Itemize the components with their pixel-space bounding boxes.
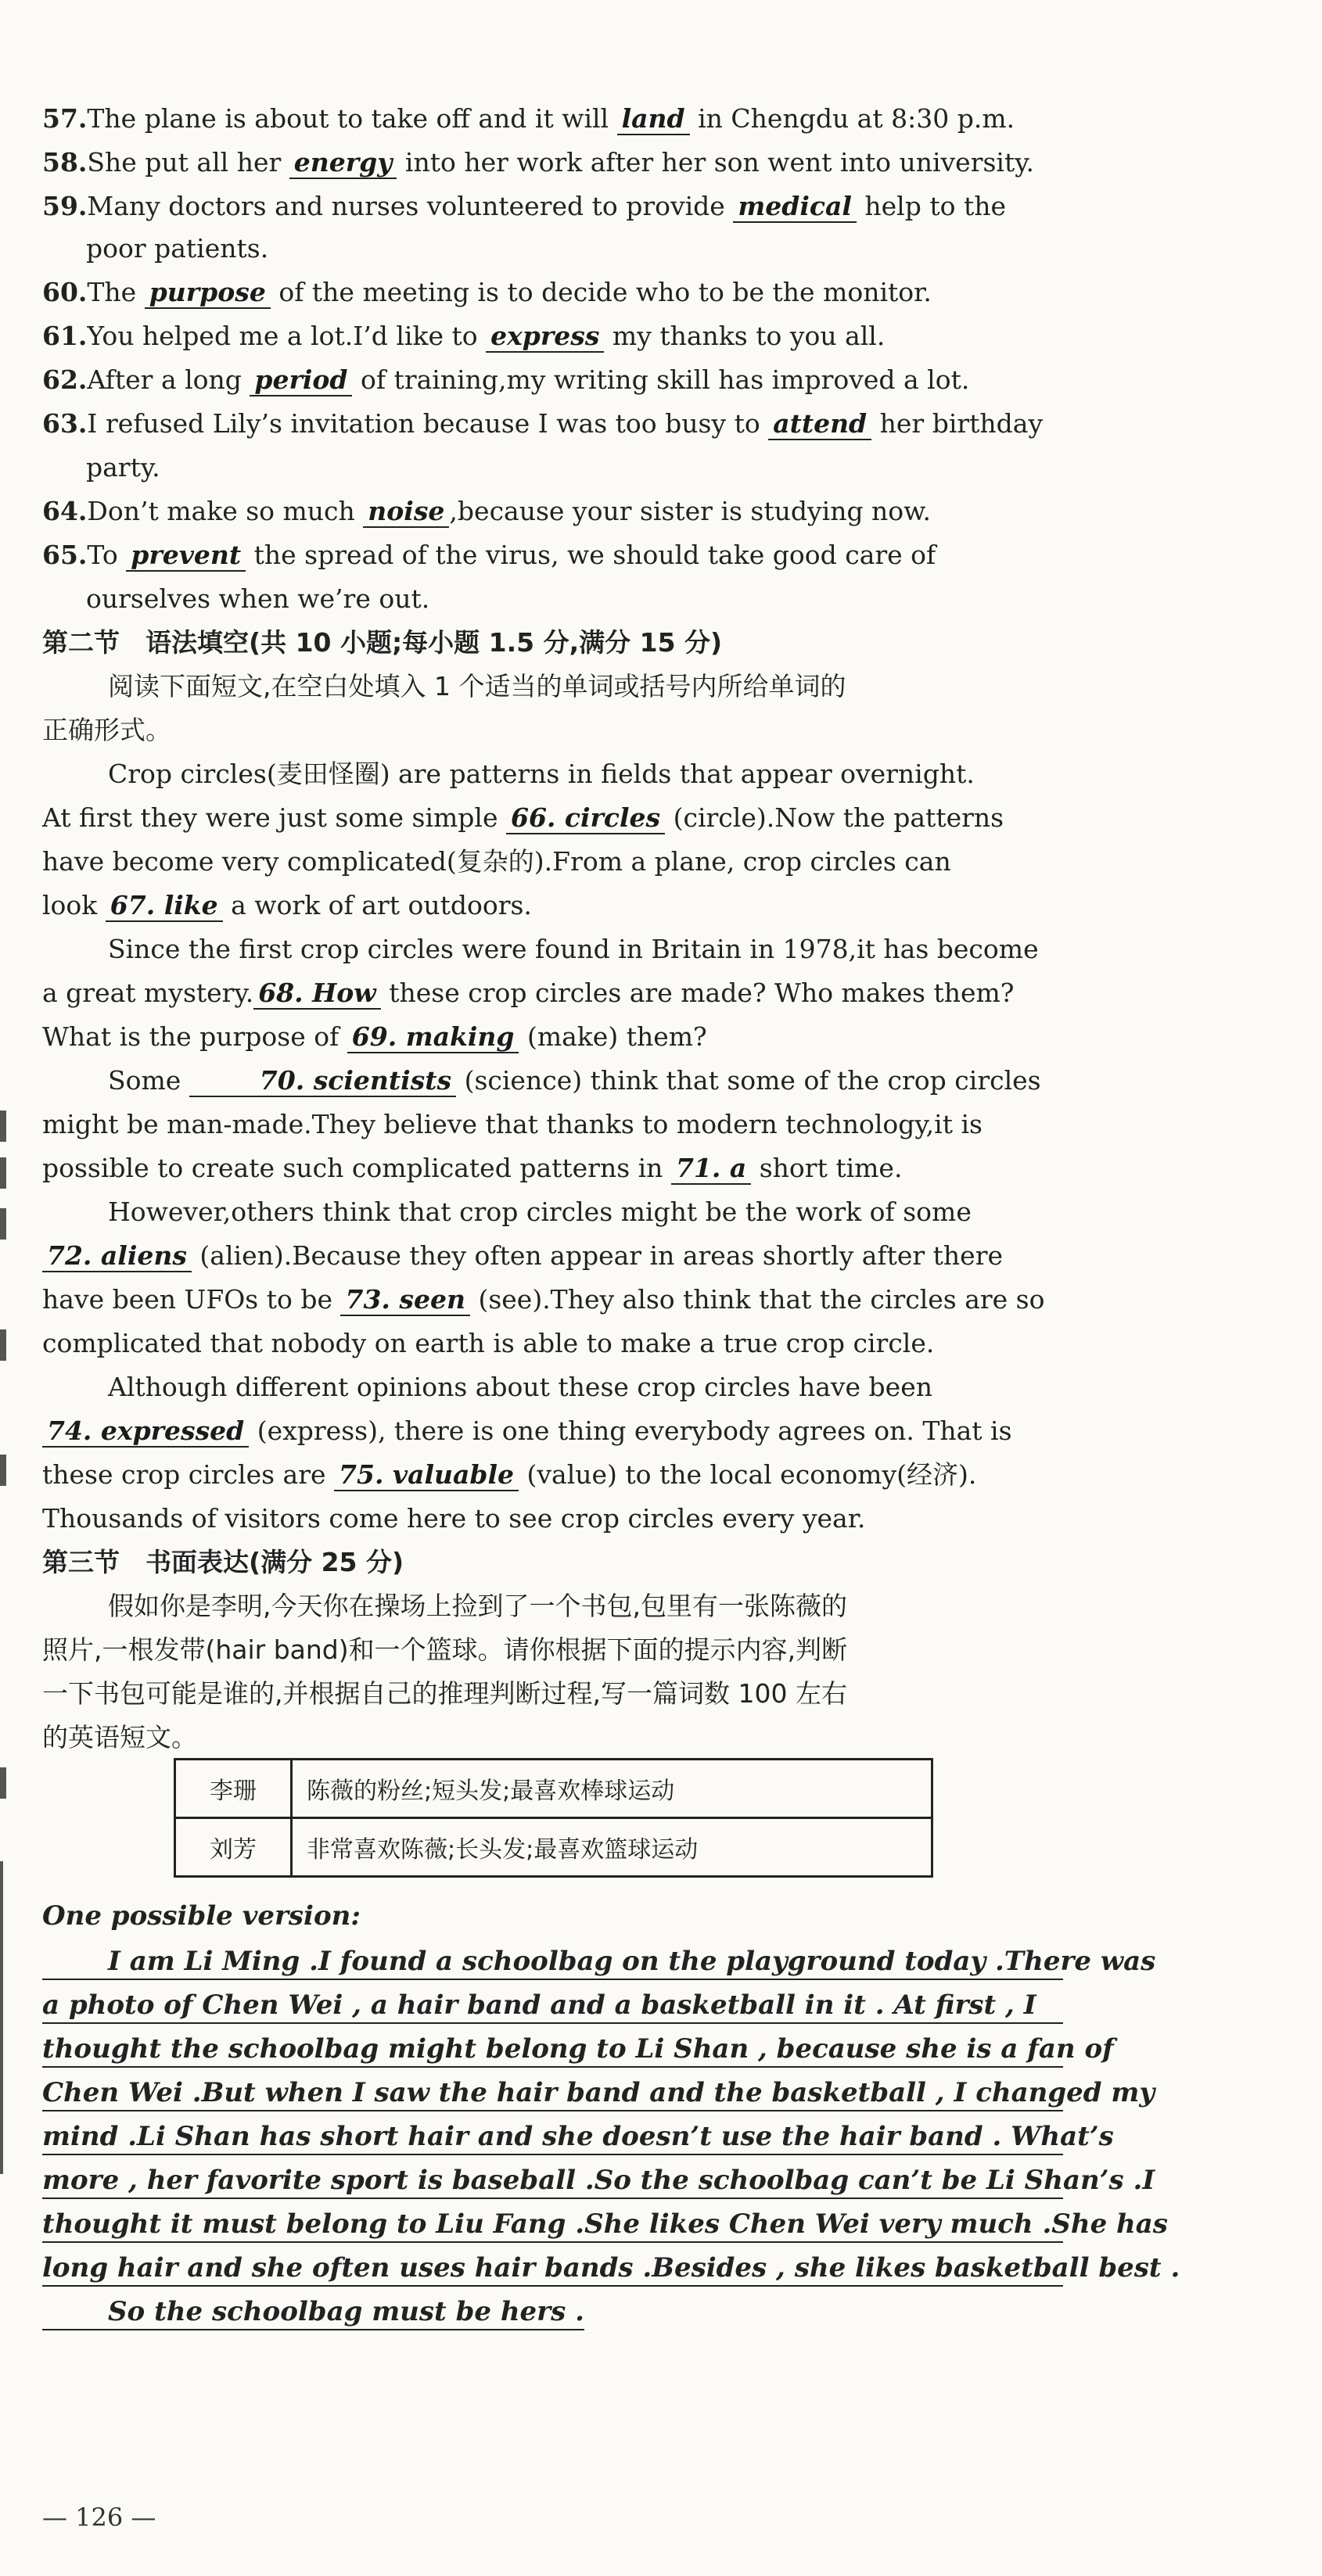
passage-line: 74. expressed (express), there is one thing everybody agrees on. That is <box>42 1414 1067 1448</box>
essay-line: mind .Li Shan has short hair and she doesn’t use the hair band . What’s <box>42 2119 1063 2155</box>
section-3-instruction: 假如你是李明,今天你在操场上捡到了一个书包,包里有一张陈薇的 <box>108 1591 847 1621</box>
table-row <box>175 1818 932 1877</box>
section-3-instruction: 照片,一根发带(hair band)和一个篮球。请你根据下面的提示内容,判断 <box>42 1634 848 1665</box>
question-63-cont: party. <box>86 452 160 483</box>
essay-line: a photo of Chen Wei , a hair band and a basketball in it . At first , I <box>42 1988 1063 2024</box>
answer-59: medical <box>733 192 857 223</box>
question-62: 62.After a long period of training,my writing skill has improved a lot. <box>42 364 970 395</box>
answer-58: energy <box>289 148 397 179</box>
answer-68: 68. How <box>253 978 381 1010</box>
binding-mark <box>0 1455 6 1486</box>
answer-61: express <box>486 321 604 353</box>
section-3-instruction: 一下书包可能是谁的,并根据自己的推理判断过程,写一篇词数 100 左右 <box>42 1678 847 1709</box>
question-64: 64.Don’t make so much noise ,because your sister is studying now. <box>42 496 931 526</box>
answer-70: 70. scientists <box>189 1066 456 1097</box>
essay-line: more , her favorite sport is baseball .So the schoolbag can’t be Li Shan’s .I <box>42 2163 1063 2199</box>
passage-line: However,others think that crop circles might be the work of some <box>108 1197 972 1227</box>
answer-72: 72. aliens <box>42 1241 192 1272</box>
answer-60: purpose <box>145 278 271 309</box>
essay-line: Chen Wei .But when I saw the hair band and the basketball , I changed my <box>42 2076 1063 2111</box>
essay-line: So the schoolbag must be hers . <box>42 2294 584 2330</box>
essay-line: thought the schoolbag might belong to Li Shan , because she is a fan of <box>42 2032 1063 2068</box>
passage-line: have become very complicated(复杂的).From a plane, crop circles can <box>42 846 951 877</box>
question-65-cont: ourselves when we’re out. <box>86 583 430 614</box>
section-3-instruction: 的英语短文。 <box>42 1722 197 1753</box>
essay-line: long hair and she often uses hair bands .Besides , she likes basketball best . <box>42 2251 1063 2287</box>
binding-mark <box>0 1157 6 1189</box>
binding-mark <box>0 1329 6 1361</box>
question-65: 65.To prevent the spread of the virus, we should take good care of <box>42 540 936 570</box>
answer-75: 75. valuable <box>334 1460 519 1491</box>
passage-line: Although different opinions about these crop circles have been <box>108 1372 932 1402</box>
table-row <box>175 1760 932 1818</box>
hint-description: 非常喜欢陈薇;长头发;最喜欢篮球运动 <box>292 1818 932 1877</box>
answer-67: 67. like <box>106 891 223 922</box>
answer-73: 73. seen <box>340 1285 469 1316</box>
passage-line: Thousands of visitors come here to see crop circles every year. <box>42 1503 866 1534</box>
binding-mark <box>0 1208 6 1240</box>
answer-74: 74. expressed <box>42 1416 249 1448</box>
passage-line: Crop circles(麦田怪圈) are patterns in fields that appear overnight. <box>108 759 975 789</box>
section-2-instruction: 阅读下面短文,在空白处填入 1 个适当的单词或括号内所给单词的 <box>108 671 846 701</box>
passage-line: these crop circles are 75. valuable (value) to the local economy(经济). <box>42 1459 977 1490</box>
passage-line: 72. aliens (alien).Because they often appear in areas shortly after there <box>42 1239 1067 1273</box>
page-number: — 126 — <box>42 2502 156 2532</box>
hint-name: 刘芳 <box>175 1818 292 1877</box>
answer-69: 69. making <box>347 1022 519 1053</box>
version-label: One possible version: <box>42 1900 361 1932</box>
passage-line: have been UFOs to be 73. seen (see).They also think that the circles are so <box>42 1284 1045 1315</box>
answer-66: 66. circles <box>506 803 665 834</box>
passage-line: look 67. like a work of art outdoors. <box>42 890 532 920</box>
answer-65: prevent <box>126 540 246 572</box>
hint-description: 陈薇的粉丝;短头发;最喜欢棒球运动 <box>292 1760 932 1818</box>
passage-line: What is the purpose of 69. making (make) them? <box>42 1021 707 1052</box>
answer-63: attend <box>768 409 871 440</box>
question-60: 60.The purpose of the meeting is to decide who to be the monitor. <box>42 277 932 307</box>
question-58: 58.She put all her energy into her work after her son went into university. <box>42 147 1034 178</box>
hint-name: 李珊 <box>175 1760 292 1818</box>
passage-line: At first they were just some simple 66. circles (circle).Now the patterns <box>42 802 1004 833</box>
answer-57: land <box>617 104 690 135</box>
passage-line: Since the first crop circles were found in Britain in 1978,it has become <box>108 934 1039 964</box>
question-61: 61.You helped me a lot.I’d like to express my thanks to you all. <box>42 321 886 351</box>
binding-mark <box>0 1110 6 1142</box>
question-57: 57.The plane is about to take off and it will land in Chengdu at 8:30 p.m. <box>42 103 1015 134</box>
essay-line: thought it must belong to Liu Fang .She likes Chen Wei very much .She has <box>42 2207 1063 2243</box>
section-2-instruction-cont: 正确形式。 <box>42 715 171 745</box>
question-59-cont: poor patients. <box>86 233 269 264</box>
passage-line: a great mystery. 68. How these crop circles are made? Who makes them? <box>42 978 1015 1008</box>
section-3-title: 第三节 书面表达(满分 25 分) <box>42 1547 404 1577</box>
passage-line: complicated that nobody on earth is able to make a true crop circle. <box>42 1328 935 1358</box>
answer-62: period <box>250 365 352 396</box>
question-59: 59.Many doctors and nurses volunteered to provide medical help to the <box>42 191 1007 221</box>
passage-line: Some 70. scientists (science) think that some of the crop circles <box>108 1065 1041 1096</box>
hint-table <box>174 1758 933 1878</box>
passage-line: might be man-made.They believe that thanks to modern technology,it is <box>42 1109 983 1139</box>
answer-71: 71. a <box>671 1153 751 1185</box>
question-63: 63.I refused Lily’s invitation because I was too busy to attend her birthday <box>42 408 1044 439</box>
binding-mark <box>0 1767 6 1799</box>
answer-64: noise <box>363 497 449 528</box>
essay-line: I am Li Ming .I found a schoolbag on the playground today .There was <box>42 1944 1063 1980</box>
section-2-title: 第二节 语法填空(共 10 小题;每小题 1.5 分,满分 15 分) <box>42 627 723 658</box>
passage-line: possible to create such complicated patterns in 71. a short time. <box>42 1153 903 1183</box>
binding-mark <box>0 1861 3 2174</box>
